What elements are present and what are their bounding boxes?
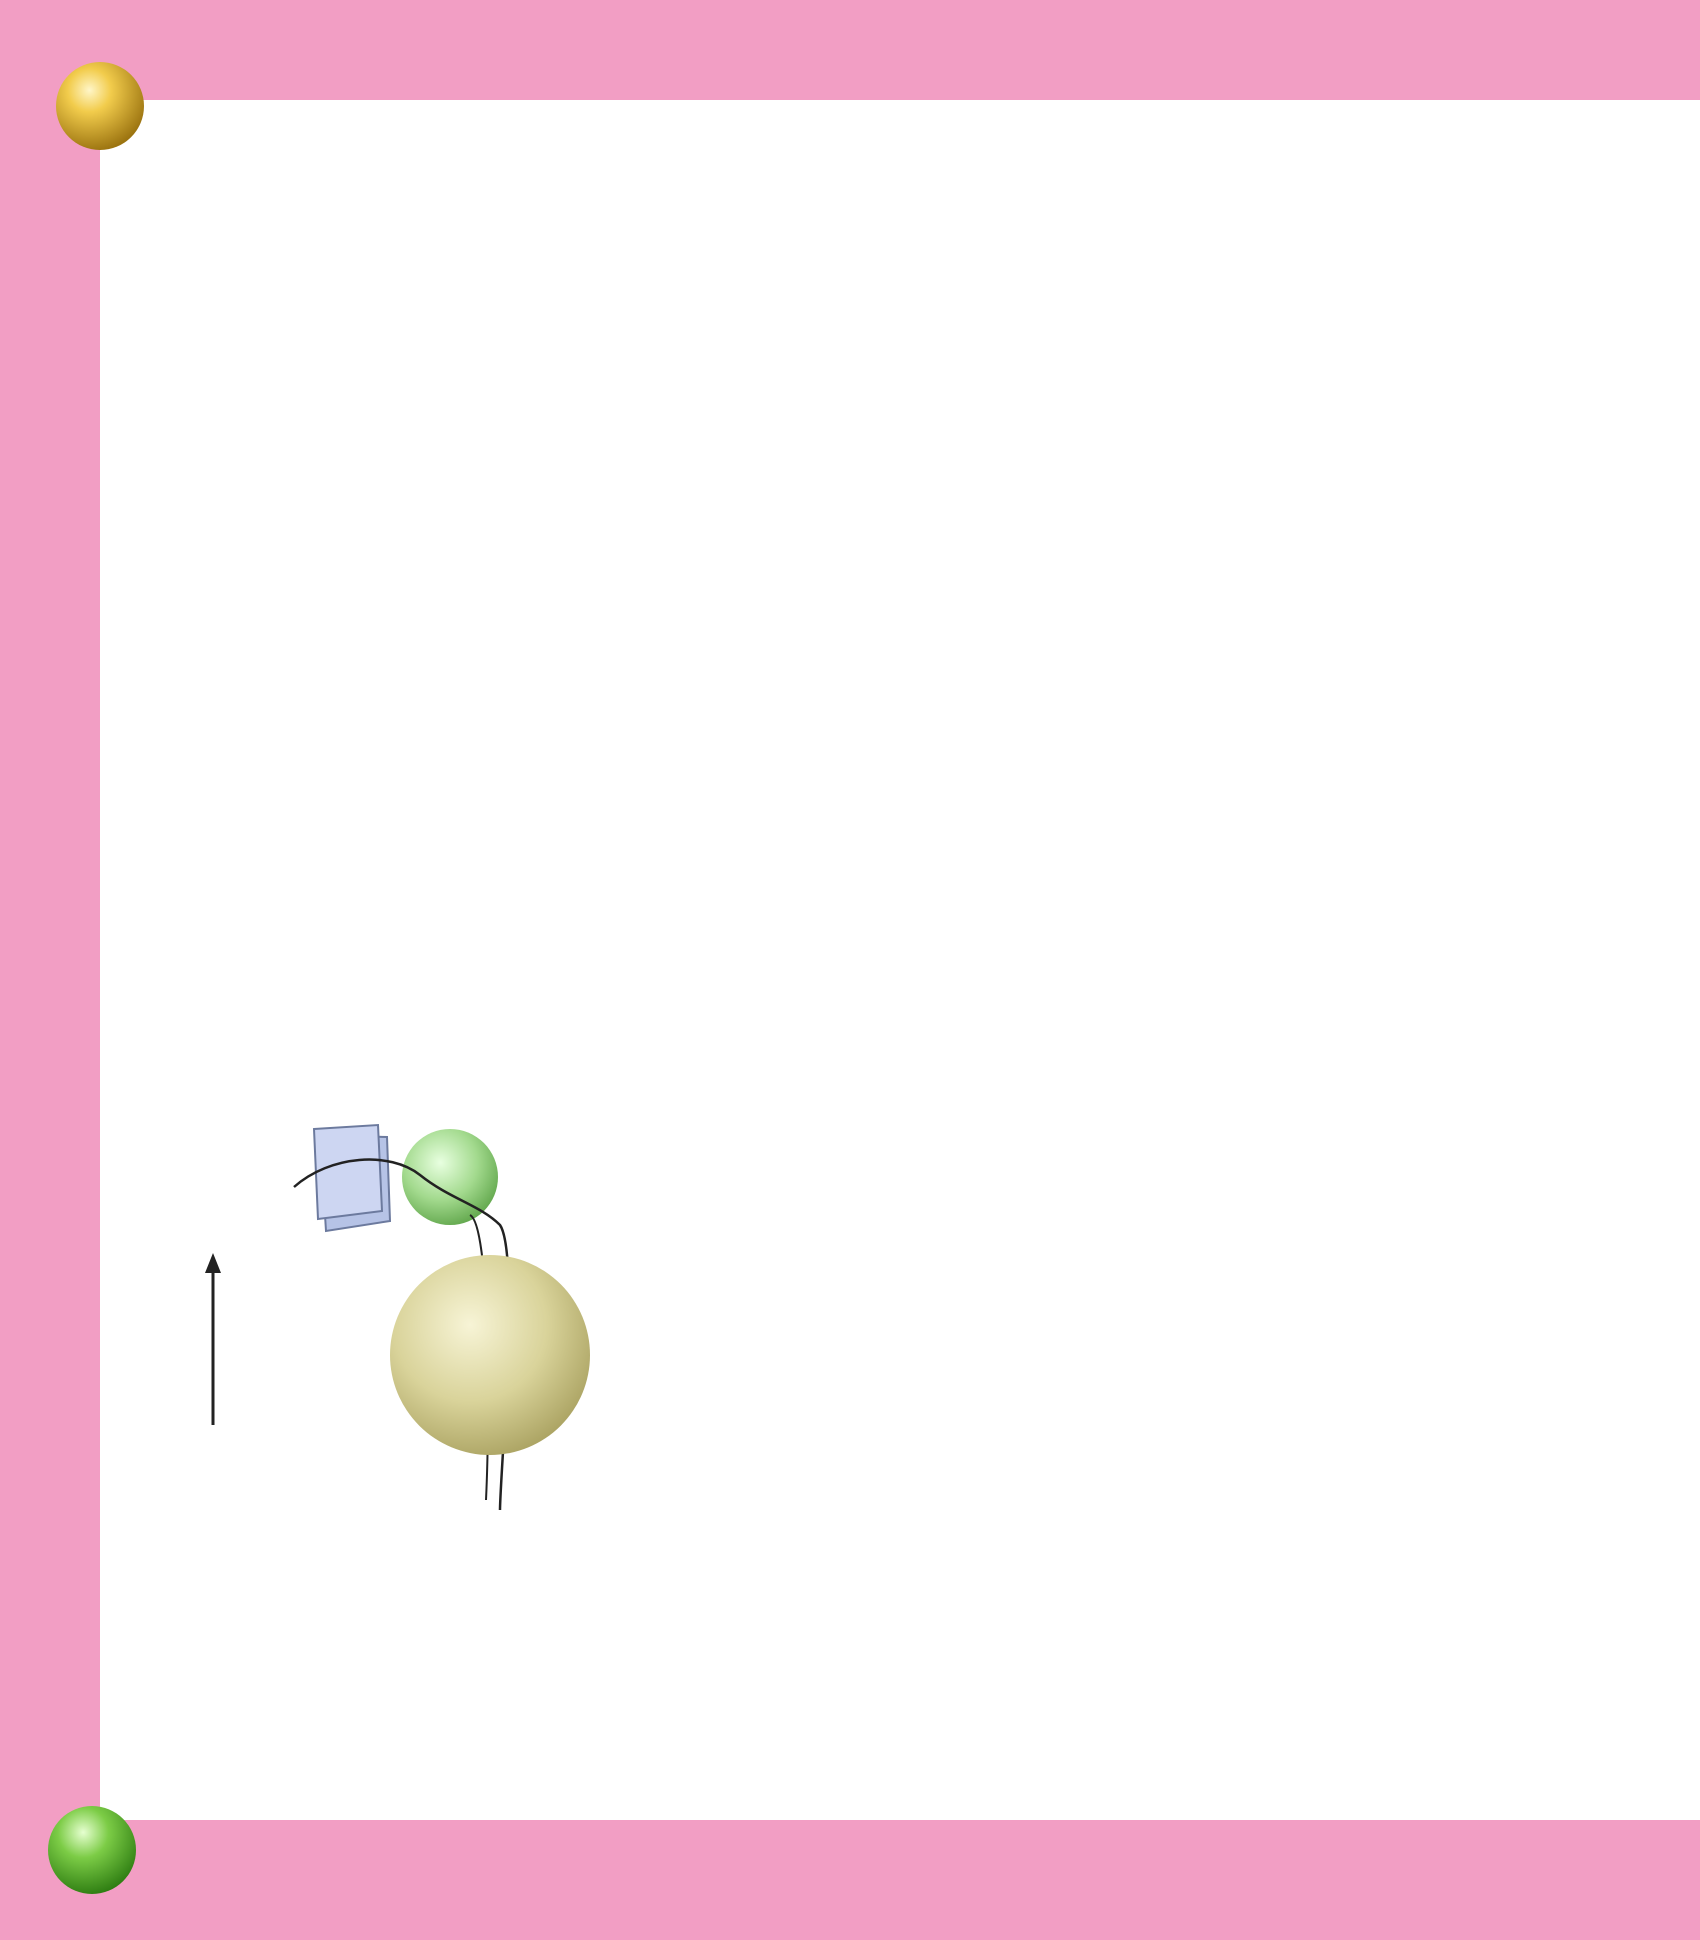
bead-border-bottom	[100, 1800, 1700, 1890]
page-number-badge-icon	[42, 1800, 142, 1900]
tape-piece-icon	[314, 1125, 390, 1231]
figure-5-bead-diagram	[170, 1115, 630, 1715]
fixator-bead-icon	[402, 1129, 498, 1225]
large-bead-icon	[390, 1255, 590, 1455]
corner-gold-bead-icon	[52, 58, 148, 154]
bead-border-left	[30, 120, 140, 1820]
bead-border-top	[100, 40, 1700, 130]
direction-arrow-icon	[205, 1253, 221, 1273]
